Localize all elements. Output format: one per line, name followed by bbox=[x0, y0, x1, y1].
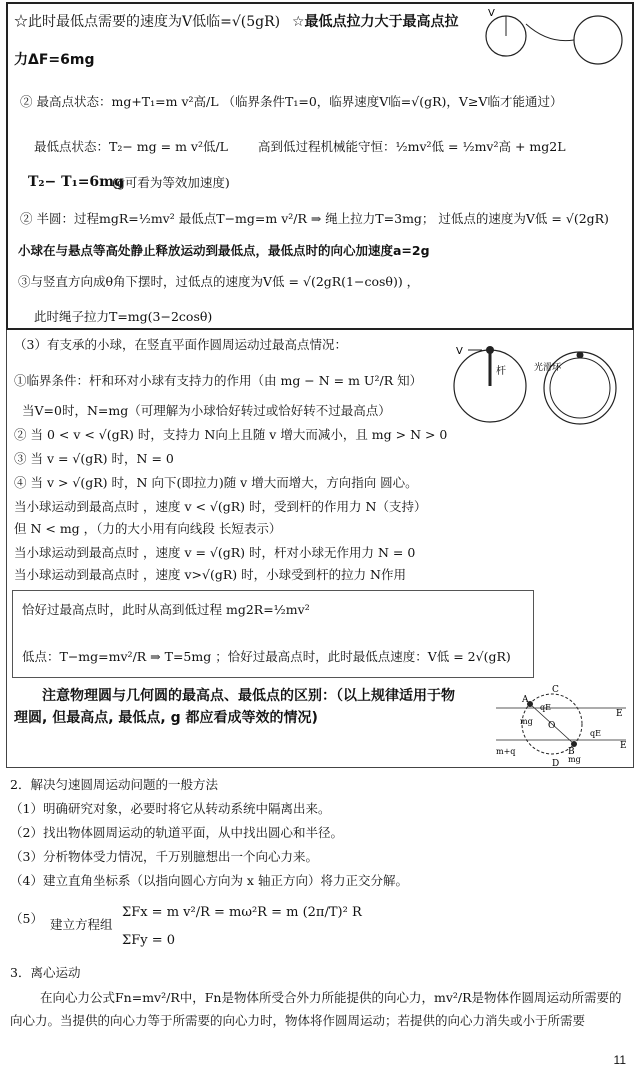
field-e-label: E bbox=[616, 709, 623, 719]
text-line: 理圆, 但最高点, 最低点, g 都应看成等效的情况) bbox=[14, 710, 318, 726]
text-line: (g可看为等效加速度) bbox=[112, 175, 230, 190]
text-line: ③ 当 v = √(gR) 时，N = 0 bbox=[14, 451, 174, 466]
text-line: 低点：T−mg=mv²/R ⇒ T=5mg ；恰好过最高点时，此时最低点速度：V低 = 2√(gR) bbox=[22, 649, 511, 664]
text-line: ② 当 0 < v < √(gR) 时，支持力 N向上且随 v 增大而减小，且 mg > N > 0 bbox=[14, 427, 448, 442]
text-line: 恰好过最高点时，此时从高到低过程 mg2R=½mv² bbox=[22, 602, 310, 617]
text-line: 小球在与悬点等高处静止释放运动到最低点，最低点时的向心加速度a=2g bbox=[18, 243, 430, 258]
text-line: 向心力。当提供的向心力等于所需要的向心力时，物体将作圆周运动；若提供的向心力消失或小于所需要 bbox=[10, 1013, 586, 1028]
text-line: 高到低过程机械能守恒：½mv²低 = ½mv²高 + mg2L bbox=[258, 139, 566, 154]
text-line: （5） bbox=[10, 911, 43, 926]
text-line: 注意物理圆与几何圆的最高点、最低点的区别：（以上规律适用于物 bbox=[42, 688, 455, 704]
rod-velocity-label: V bbox=[456, 346, 463, 357]
qe-label: qE bbox=[540, 703, 551, 712]
point-a-label: A bbox=[522, 695, 529, 705]
point-c-label: C bbox=[552, 685, 559, 695]
text-line: （2）找出物体圆周运动的轨道平面，从中找出圆心和半径。 bbox=[10, 825, 343, 840]
rod-ring-figure bbox=[448, 340, 620, 432]
ring-label: 光滑环 bbox=[534, 363, 562, 373]
text-line: （4）建立直角坐标系（以指向圆心方向为 x 轴正方向）将力正交分解。 bbox=[10, 873, 408, 888]
equation-x: ΣFx = m v²/R = mω²R = m (2π/T)² R bbox=[122, 905, 362, 920]
text-line: ☆此时最低点需要的速度为V低临=√(5gR) bbox=[14, 14, 281, 30]
text-line: 当小球运动到最高点时 ，速度 v>√(gR) 时，小球受到杆的拉力 N作用 bbox=[14, 567, 406, 582]
text-line: 在向心力公式Fn=mv²/R中，Fn是物体所受合外力所能提供的向心力，mv²/R是物体作圆周运动所需要的 bbox=[40, 990, 622, 1005]
pendulum-figure bbox=[478, 4, 628, 70]
field-e-label: E bbox=[620, 741, 627, 751]
point-d-label: D bbox=[552, 759, 560, 766]
text-line: （1）明确研究对象，必要时将它从转动系统中隔离出来。 bbox=[10, 801, 331, 816]
point-b-label: B bbox=[568, 747, 575, 757]
qe-label: qE bbox=[590, 729, 601, 738]
text-line: T₂− T₁=6mg bbox=[28, 174, 124, 190]
text-line: 最低点状态：T₂− mg = m v²低/L bbox=[34, 139, 228, 154]
text-line: 当小球运动到最高点时 ，速度 v = √(gR) 时，杆对小球无作用力 N = 0 bbox=[14, 545, 416, 560]
text-line: 建立方程组 bbox=[50, 917, 113, 932]
page-number: 11 bbox=[613, 1053, 626, 1067]
equation-y: ΣFy = 0 bbox=[122, 933, 175, 948]
velocity-label: V bbox=[488, 8, 495, 19]
text-line: 但 N < mg ，（力的大小用有向线段 长短表示） bbox=[14, 521, 282, 536]
mg-label: mg bbox=[520, 717, 533, 726]
text-line: ①临界条件：杆和环对小球有支持力的作用（由 mg − N = m U²/R 知） bbox=[14, 373, 423, 388]
mg-label: mg bbox=[568, 755, 581, 764]
text-line: （3）有支承的小球，在竖直平面作圆周运动过最高点情况： bbox=[14, 337, 347, 352]
text-line: ② 半圆：过程mgR=½mv² 最低点T−mg=m v²/R ⇒ 绳上拉力T=3mg； 过低点的速度为V低 = √(2gR) bbox=[20, 211, 609, 226]
text-line: 当小球运动到最高点时 ，速度 v < √(gR) 时，受到杆的作用力 N（支持） bbox=[14, 499, 427, 514]
rod-label: 杆 bbox=[496, 366, 506, 377]
text-line: 2．解决匀速圆周运动问题的一般方法 bbox=[10, 777, 218, 792]
text-line: ② 最高点状态：mg+T₁=m v²高/L （临界条件T₁=0，临界速度V临=√(gR)，V≥V临才能通过） bbox=[20, 94, 563, 109]
text-line: ③与竖直方向成θ角下摆时，过低点的速度为V低 = √(2gR(1−cosθ)) ， bbox=[18, 274, 420, 289]
text-line: ☆最低点拉力大于最高点拉 bbox=[292, 14, 459, 30]
text-line: 力ΔF=6mg bbox=[14, 52, 95, 68]
text-line: 当V=0时，N=mg（可理解为小球恰好转过或恰好转不过最高点） bbox=[22, 403, 391, 418]
charge-label: m+q bbox=[496, 747, 516, 756]
equivalent-field-figure bbox=[496, 680, 634, 766]
center-o-label: O bbox=[548, 721, 556, 731]
text-line: ④ 当 v > √(gR) 时，N 向下(即拉力)随 v 增大而增大，方向指向 圆心。 bbox=[14, 475, 418, 490]
text-line: 此时绳子拉力T=mg(3−2cosθ) bbox=[34, 309, 213, 324]
text-line: 3．离心运动 bbox=[10, 965, 81, 980]
text-line: （3）分析物体受力情况，千万别臆想出一个向心力来。 bbox=[10, 849, 318, 864]
